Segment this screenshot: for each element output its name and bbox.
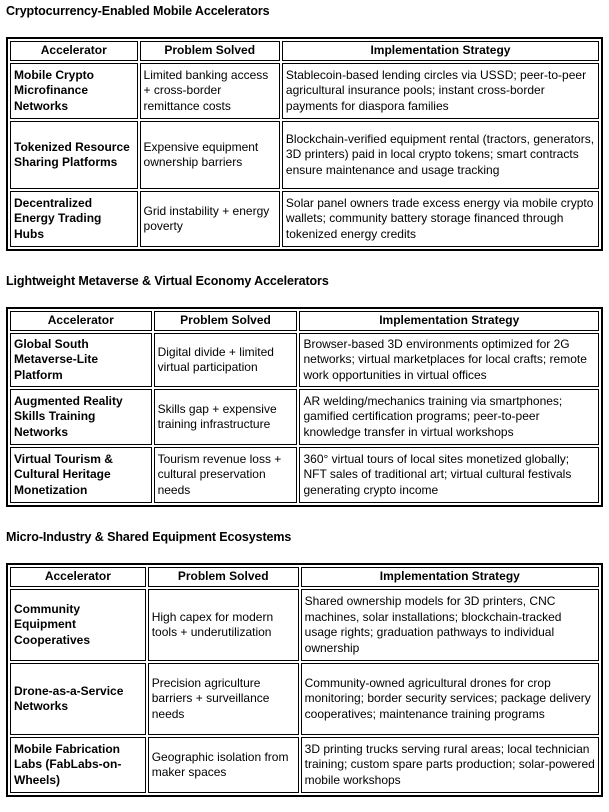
cell-implementation-strategy: AR welding/mechanics training via smartphones; gamified certification programs; peer-to-peer knowledge transfer in virtual workshops xyxy=(299,389,599,445)
table-row xyxy=(10,333,599,387)
column-header-implementation-strategy: Implementation Strategy xyxy=(282,41,599,61)
section-title: Cryptocurrency-Enabled Mobile Accelerators xyxy=(6,4,270,18)
table-row xyxy=(10,191,599,247)
cell-implementation-strategy: Solar panel owners trade excess energy via mobile crypto wallets; community battery storage financed through tokenized energy credits xyxy=(282,191,599,247)
table-header-row xyxy=(10,41,599,61)
column-header-accelerator: Accelerator xyxy=(10,567,146,587)
cell-accelerator: Community Equipment Cooperatives xyxy=(10,589,146,661)
cell-accelerator: Augmented Reality Skills Training Networks xyxy=(10,389,152,445)
column-header-problem-solved: Problem Solved xyxy=(148,567,299,587)
column-header-implementation-strategy: Implementation Strategy xyxy=(301,567,599,587)
table-row xyxy=(10,63,599,119)
section-micro-industry-ecosystems xyxy=(6,530,603,797)
table-row xyxy=(10,389,599,445)
table-row xyxy=(10,663,599,735)
cell-accelerator: Decentralized Energy Trading Hubs xyxy=(10,191,138,247)
column-header-accelerator: Accelerator xyxy=(10,311,152,331)
cell-implementation-strategy: Blockchain-verified equipment rental (tractors, generators, 3D printers) paid in local crypto tokens; smart contracts ensure maintenance and usage tracking xyxy=(282,121,599,189)
column-header-problem-solved: Problem Solved xyxy=(154,311,298,331)
table-row xyxy=(10,589,599,661)
table-row xyxy=(10,447,599,503)
column-header-problem-solved: Problem Solved xyxy=(140,41,280,61)
cell-accelerator: Global South Metaverse-Lite Platform xyxy=(10,333,152,387)
cell-implementation-strategy: Community-owned agricultural drones for crop monitoring; border security services; package delivery cooperatives; maintenance training programs xyxy=(301,663,599,735)
cell-accelerator: Mobile Fabrication Labs (FabLabs-on-Wheels) xyxy=(10,737,146,793)
section-cryptocurrency-accelerators xyxy=(6,4,603,251)
column-header-accelerator: Accelerator xyxy=(10,41,138,61)
section-title: Lightweight Metaverse & Virtual Economy Accelerators xyxy=(6,274,329,288)
table-row xyxy=(10,737,599,793)
table-header-row xyxy=(10,311,599,331)
table-row xyxy=(10,121,599,189)
section-metaverse-accelerators xyxy=(6,274,603,507)
cell-problem-solved: Digital divide + limited virtual participation xyxy=(154,333,298,387)
accelerators-table xyxy=(6,563,603,797)
cell-accelerator: Drone-as-a-Service Networks xyxy=(10,663,146,735)
cell-problem-solved: Geographic isolation from maker spaces xyxy=(148,737,299,793)
table-header-row xyxy=(10,567,599,587)
cell-problem-solved: Tourism revenue loss + cultural preservation needs xyxy=(154,447,298,503)
cell-implementation-strategy: Browser-based 3D environments optimized for 2G networks; virtual marketplaces for local crafts; remote work opportunities in virtual offices xyxy=(299,333,599,387)
cell-accelerator: Tokenized Resource Sharing Platforms xyxy=(10,121,138,189)
cell-problem-solved: Limited banking access + cross-border remittance costs xyxy=(140,63,280,119)
cell-problem-solved: Skills gap + expensive training infrastructure xyxy=(154,389,298,445)
accelerators-table xyxy=(6,307,603,507)
column-header-implementation-strategy: Implementation Strategy xyxy=(299,311,599,331)
cell-implementation-strategy: 3D printing trucks serving rural areas; local technician training; custom spare parts production; solar-powered mobile workshops xyxy=(301,737,599,793)
section-title: Micro-Industry & Shared Equipment Ecosystems xyxy=(6,530,292,544)
cell-implementation-strategy: 360° virtual tours of local sites monetized globally; NFT sales of traditional art; virtual cultural festivals generating crypto income xyxy=(299,447,599,503)
accelerators-table xyxy=(6,37,603,251)
cell-implementation-strategy: Stablecoin-based lending circles via USSD; peer-to-peer agricultural insurance pools; instant cross-border payments for diaspora families xyxy=(282,63,599,119)
cell-accelerator: Virtual Tourism & Cultural Heritage Monetization xyxy=(10,447,152,503)
cell-implementation-strategy: Shared ownership models for 3D printers, CNC machines, solar installations; blockchain-tracked usage rights; graduation pathways to individual ownership xyxy=(301,589,599,661)
cell-problem-solved: High capex for modern tools + underutilization xyxy=(148,589,299,661)
cell-accelerator: Mobile Crypto Microfinance Networks xyxy=(10,63,138,119)
cell-problem-solved: Precision agriculture barriers + surveillance needs xyxy=(148,663,299,735)
cell-problem-solved: Grid instability + energy poverty xyxy=(140,191,280,247)
cell-problem-solved: Expensive equipment ownership barriers xyxy=(140,121,280,189)
